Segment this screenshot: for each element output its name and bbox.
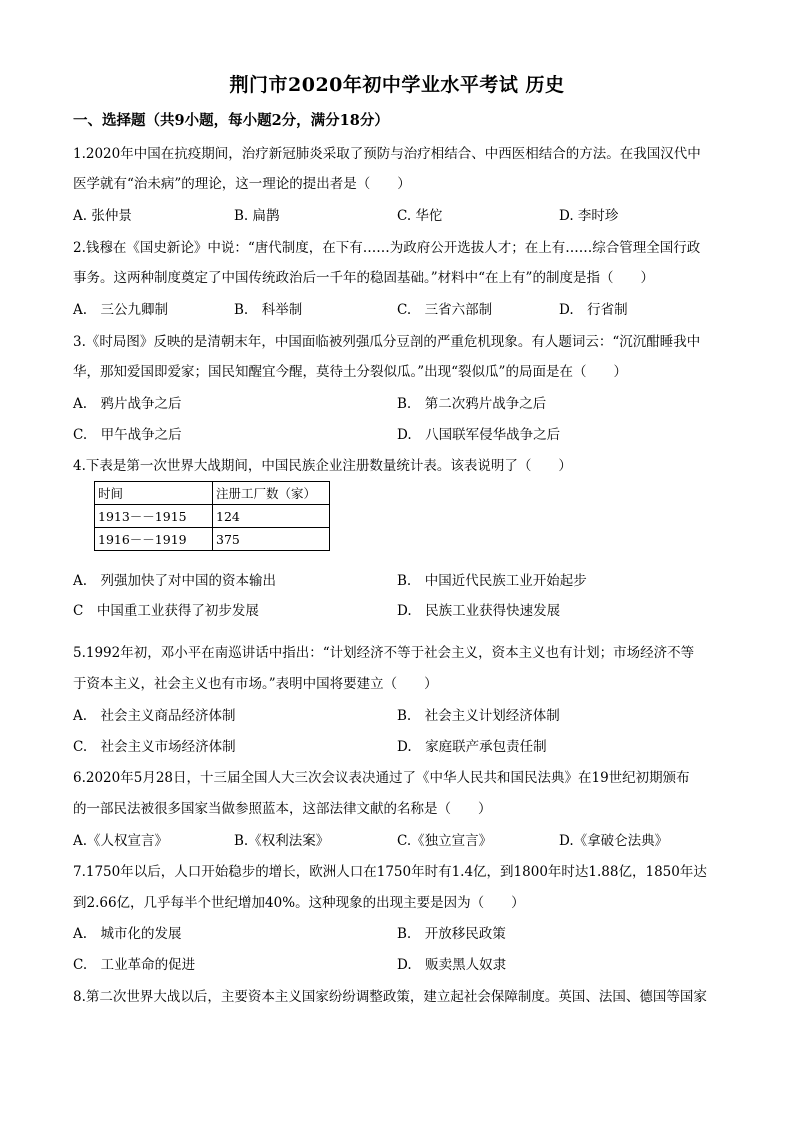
- table-cell: 124: [213, 505, 330, 528]
- table-cell: 1913－－1915: [95, 505, 213, 528]
- question-4-option-d: D. 民族工业获得快速发展: [397, 603, 561, 619]
- question-6-option-a: A.《人权宣言》: [73, 833, 169, 849]
- section-heading: 一、选择题（共9小题，每小题2分，满分18分）: [73, 112, 389, 129]
- question-4-option-b: B. 中国近代民族工业开始起步: [397, 573, 587, 589]
- table-header-cell: 时间: [95, 482, 213, 505]
- question-1-option-b: B. 扁鹊: [234, 208, 280, 224]
- question-6-option-b: B.《权利法案》: [234, 833, 330, 849]
- question-5-option-d: D. 家庭联产承包责任制: [397, 739, 547, 755]
- question-7-line-2: 到2.66亿，几乎每半个世纪增加40%。这种现象的出现主要是因为（ ）: [73, 895, 525, 911]
- question-7-line-1: 7.1750年以后，人口开始稳步的增长，欧洲人口在1750年时有1.4亿，到1800年时达1.88亿，1850年达: [73, 864, 707, 880]
- question-6-option-c: C.《独立宣言》: [397, 833, 493, 849]
- question-3-option-a: A. 鸦片战争之后: [73, 396, 182, 412]
- question-1-line-2: 医学就有“治未病”的理论，这一理论的提出者是（ ）: [73, 176, 411, 192]
- question-5-option-c: C. 社会主义市场经济体制: [73, 739, 236, 755]
- table-cell: 1916－－1919: [95, 528, 213, 551]
- table-header-row: [95, 482, 330, 505]
- question-8-line-1: 8.第二次世界大战以后，主要资本主义国家纷纷调整政策，建立起社会保障制度。英国、法国、德国等国家: [73, 989, 707, 1005]
- page-title: 荆门市2020年初中学业水平考试 历史: [229, 74, 565, 96]
- question-2-line-2: 事务。这两种制度奠定了中国传统政治后一千年的稳固基础。”材料中“在上有”的制度是指（ ）: [73, 270, 654, 286]
- question-4-option-c: C 中国重工业获得了初步发展: [73, 603, 259, 619]
- question-7-option-a: A. 城市化的发展: [73, 926, 182, 942]
- question-2-line-1: 2.钱穆在《国史新论》中说：“唐代制度，在下有……为政府公开选拔人才；在上有……综合管理全国行政: [73, 240, 701, 256]
- question-6-line-2: 的一部民法被很多国家当做参照蓝本，这部法律文献的名称是（ ）: [73, 801, 492, 817]
- question-4-option-a: A. 列强加快了对中国的资本输出: [73, 573, 277, 589]
- question-1-option-c: C. 华佗: [397, 208, 443, 224]
- question-5-line-1: 5.1992年初，邓小平在南巡讲话中指出：“计划经济不等于社会主义，资本主义也有计划；市场经济不等: [73, 645, 695, 661]
- question-2-option-a: A. 三公九卿制: [73, 302, 169, 318]
- question-5-line-2: 于资本主义，社会主义也有市场。”表明中国将要建立（ ）: [73, 676, 438, 692]
- question-1-option-d: D. 李时珍: [559, 208, 619, 224]
- table-header-cell: 注册工厂数（家）: [213, 482, 330, 505]
- question-2-option-d: D. 行省制: [559, 302, 628, 318]
- question-3-line-1: 3.《时局图》反映的是清朝末年，中国面临被列强瓜分豆剖的严重危机现象。有人题词云：“沉沉酣睡我中: [73, 334, 701, 350]
- question-3-option-b: B. 第二次鸦片战争之后: [397, 396, 547, 412]
- question-5-option-a: A. 社会主义商品经济体制: [73, 708, 236, 724]
- question-6-option-d: D.《拿破仑法典》: [559, 833, 669, 849]
- question-3-option-d: D. 八国联军侵华战争之后: [397, 427, 561, 443]
- enterprise-registration-table: [94, 481, 330, 551]
- question-2-option-c: C. 三省六部制: [397, 302, 493, 318]
- question-7-option-c: C. 工业革命的促进: [73, 957, 196, 973]
- question-6-line-1: 6.2020年5月28日，十三届全国人大三次会议表决通过了《中华人民共和国民法典》在19世纪初期颁布: [73, 770, 690, 786]
- question-1-line-1: 1.2020年中国在抗疫期间，治疗新冠肺炎采取了预防与治疗相结合、中西医相结合的方法。在我国汉代中: [73, 146, 701, 162]
- question-5-option-b: B. 社会主义计划经济体制: [397, 708, 560, 724]
- table-row: [95, 505, 330, 528]
- question-7-option-b: B. 开放移民政策: [397, 926, 506, 942]
- question-2-option-b: B. 科举制: [234, 302, 303, 318]
- table-row: [95, 528, 330, 551]
- question-3-option-c: C. 甲午战争之后: [73, 427, 182, 443]
- question-3-line-2: 华，那知爱国即爱家；国民知醒宜今醒，莫待土分裂似瓜。”出现“裂似瓜”的局面是在（ ）: [73, 364, 627, 380]
- question-4-line-1: 4.下表是第一次世界大战期间，中国民族企业注册数量统计表。该表说明了（ ）: [73, 458, 572, 474]
- question-1-option-a: A. 张仲景: [73, 208, 132, 224]
- question-7-option-d: D. 贩卖黑人奴隶: [397, 957, 507, 973]
- table-cell: 375: [213, 528, 330, 551]
